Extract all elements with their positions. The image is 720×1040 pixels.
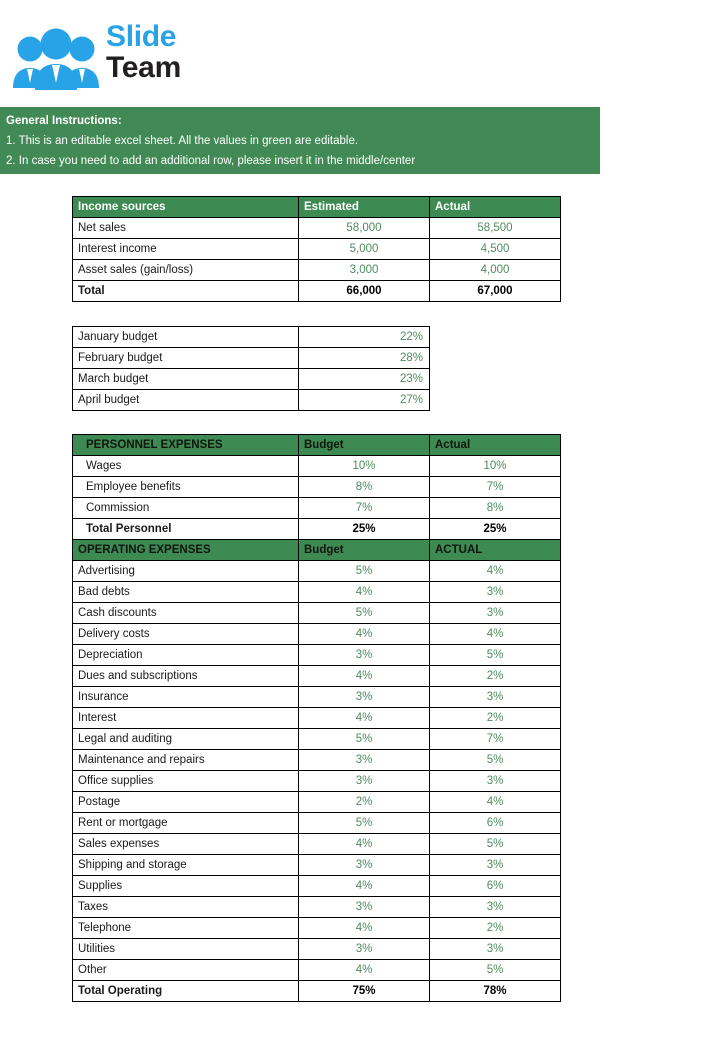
- table-row: [73, 792, 561, 813]
- table-row: [73, 519, 561, 540]
- personnel_section-header-0: PERSONNEL EXPENSES: [73, 435, 299, 456]
- income-sources-table: [72, 196, 561, 302]
- operating_section-row-budget[interactable]: 4%: [299, 834, 430, 855]
- table-row: [73, 960, 561, 981]
- operating_section-row-actual[interactable]: 2%: [430, 708, 561, 729]
- table-row: [73, 456, 561, 477]
- table-row: [73, 327, 430, 348]
- instructions-line-2: 2. In case you need to add an additional row, please insert it in the middle/center: [6, 155, 416, 167]
- operating_section-row-label: Shipping and storage: [73, 855, 299, 876]
- operating_section-row-actual[interactable]: 3%: [430, 939, 561, 960]
- operating_section-row-budget[interactable]: 4%: [299, 624, 430, 645]
- table-row: [73, 603, 561, 624]
- operating_section-row-budget: 75%: [299, 981, 430, 1002]
- table-row: [73, 369, 430, 390]
- income-header-0: Income sources: [73, 197, 299, 218]
- operating_section-row-budget[interactable]: 3%: [299, 687, 430, 708]
- operating_section-row-label: Legal and auditing: [73, 729, 299, 750]
- operating_section-row-budget[interactable]: 3%: [299, 939, 430, 960]
- personnel_section-row-label: Commission: [73, 498, 299, 519]
- operating_section-row-budget[interactable]: 4%: [299, 708, 430, 729]
- operating_section-row-budget[interactable]: 4%: [299, 918, 430, 939]
- operating_section-row-budget[interactable]: 3%: [299, 771, 430, 792]
- table-row: [73, 813, 561, 834]
- operating_section-header-1: Budget: [299, 540, 430, 561]
- operating_section-row-actual[interactable]: 4%: [430, 561, 561, 582]
- table-header-row: [73, 197, 561, 218]
- operating_section-row-actual[interactable]: 4%: [430, 624, 561, 645]
- operating_section-row-budget[interactable]: 5%: [299, 729, 430, 750]
- table-row: [73, 855, 561, 876]
- table-row: [73, 348, 430, 369]
- operating_section-row-label: Cash discounts: [73, 603, 299, 624]
- income-row-actual[interactable]: 58,500: [430, 218, 561, 239]
- operating_section-row-label: Delivery costs: [73, 624, 299, 645]
- operating_section-row-budget[interactable]: 3%: [299, 645, 430, 666]
- monthly-row-label: January budget: [73, 327, 299, 348]
- personnel_section-row-budget: 25%: [299, 519, 430, 540]
- personnel_section-header-1: Budget: [299, 435, 430, 456]
- personnel_section-row-actual[interactable]: 10%: [430, 456, 561, 477]
- operating_section-row-label: Total Operating: [73, 981, 299, 1002]
- expenses-table: [72, 434, 561, 1002]
- operating_section-row-actual[interactable]: 3%: [430, 687, 561, 708]
- operating_section-header-2: ACTUAL: [430, 540, 561, 561]
- monthly-row-value[interactable]: 22%: [299, 327, 430, 348]
- operating_section-row-label: Depreciation: [73, 645, 299, 666]
- income-row-actual[interactable]: 4,000: [430, 260, 561, 281]
- income-row-label: Asset sales (gain/loss): [73, 260, 299, 281]
- monthly-row-label: March budget: [73, 369, 299, 390]
- operating_section-row-label: Advertising: [73, 561, 299, 582]
- operating_section-row-actual[interactable]: 6%: [430, 813, 561, 834]
- operating_section-row-label: Taxes: [73, 897, 299, 918]
- section-header-row: [73, 540, 561, 561]
- personnel_section-header-2: Actual: [430, 435, 561, 456]
- operating_section-row-actual[interactable]: 2%: [430, 918, 561, 939]
- operating_section-row-actual[interactable]: 4%: [430, 792, 561, 813]
- table-row: [73, 729, 561, 750]
- operating_section-row-actual[interactable]: 3%: [430, 582, 561, 603]
- income-row-estimated[interactable]: 3,000: [299, 260, 430, 281]
- operating_section-row-budget[interactable]: 4%: [299, 666, 430, 687]
- personnel_section-row-label: Total Personnel: [73, 519, 299, 540]
- operating_section-row-label: Postage: [73, 792, 299, 813]
- operating_section-row-actual[interactable]: 5%: [430, 645, 561, 666]
- operating_section-row-actual[interactable]: 7%: [430, 729, 561, 750]
- monthly-row-label: February budget: [73, 348, 299, 369]
- table-row: [73, 390, 430, 411]
- operating_section-row-label: Telephone: [73, 918, 299, 939]
- income-header-1: Estimated: [299, 197, 430, 218]
- operating_section-row-actual[interactable]: 5%: [430, 960, 561, 981]
- personnel_section-row-label: Employee benefits: [73, 477, 299, 498]
- operating_section-row-label: Supplies: [73, 876, 299, 897]
- operating_section-row-actual[interactable]: 5%: [430, 750, 561, 771]
- table-row: [73, 624, 561, 645]
- personnel_section-row-budget[interactable]: 8%: [299, 477, 430, 498]
- operating_section-row-actual[interactable]: 3%: [430, 771, 561, 792]
- operating_section-row-label: Office supplies: [73, 771, 299, 792]
- monthly-row-label: April budget: [73, 390, 299, 411]
- logo-text-team: Team: [106, 50, 181, 84]
- operating_section-row-budget[interactable]: 4%: [299, 876, 430, 897]
- table-row: [73, 666, 561, 687]
- income-row-estimated: 66,000: [299, 281, 430, 302]
- operating_section-row-label: Bad debts: [73, 582, 299, 603]
- income-row-estimated[interactable]: 58,000: [299, 218, 430, 239]
- operating_section-row-label: Interest: [73, 708, 299, 729]
- operating_section-row-budget[interactable]: 4%: [299, 960, 430, 981]
- table-row: [73, 771, 561, 792]
- table-row: [73, 260, 561, 281]
- personnel_section-row-label: Wages: [73, 456, 299, 477]
- operating_section-row-actual[interactable]: 2%: [430, 666, 561, 687]
- operating_section-row-label: Insurance: [73, 687, 299, 708]
- personnel_section-row-actual[interactable]: 8%: [430, 498, 561, 519]
- operating_section-row-actual[interactable]: 5%: [430, 834, 561, 855]
- monthly-row-value[interactable]: 28%: [299, 348, 430, 369]
- operating_section-row-budget[interactable]: 4%: [299, 582, 430, 603]
- operating_section-row-budget[interactable]: 5%: [299, 561, 430, 582]
- section-header-row: [73, 435, 561, 456]
- table-row: [73, 939, 561, 960]
- personnel_section-row-budget[interactable]: 10%: [299, 456, 430, 477]
- brand-logo: [8, 22, 308, 94]
- operating_section-row-actual[interactable]: 6%: [430, 876, 561, 897]
- operating_section-row-budget[interactable]: 5%: [299, 813, 430, 834]
- monthly-budget-table: [72, 326, 430, 411]
- instructions-line-1: 1. This is an editable excel sheet. All the values in green are editable.: [6, 135, 359, 147]
- personnel_section-row-actual: 25%: [430, 519, 561, 540]
- monthly-row-value[interactable]: 27%: [299, 390, 430, 411]
- table-row: [73, 750, 561, 771]
- personnel_section-row-actual[interactable]: 7%: [430, 477, 561, 498]
- income-header-2: Actual: [430, 197, 561, 218]
- operating_section-row-actual[interactable]: 3%: [430, 855, 561, 876]
- income-row-label: Net sales: [73, 218, 299, 239]
- table-row: [73, 708, 561, 729]
- operating_section-row-actual[interactable]: 3%: [430, 603, 561, 624]
- table-row: [73, 687, 561, 708]
- operating_section-row-label: Utilities: [73, 939, 299, 960]
- operating_section-row-budget[interactable]: 3%: [299, 750, 430, 771]
- operating_section-row-actual[interactable]: 3%: [430, 897, 561, 918]
- table-row: [73, 645, 561, 666]
- table-row: [73, 498, 561, 519]
- operating_section-row-label: Sales expenses: [73, 834, 299, 855]
- table-row: [73, 918, 561, 939]
- table-row: [73, 561, 561, 582]
- table-row: [73, 281, 561, 302]
- monthly-row-value[interactable]: 23%: [299, 369, 430, 390]
- personnel_section-row-budget[interactable]: 7%: [299, 498, 430, 519]
- income-row-actual[interactable]: 4,500: [430, 239, 561, 260]
- table-row: [73, 897, 561, 918]
- operating_section-row-actual: 78%: [430, 981, 561, 1002]
- income-row-actual: 67,000: [430, 281, 561, 302]
- operating_section-row-label: Other: [73, 960, 299, 981]
- operating_section-row-label: Dues and subscriptions: [73, 666, 299, 687]
- table-row: [73, 834, 561, 855]
- table-row: [73, 876, 561, 897]
- table-row: [73, 477, 561, 498]
- operating_section-row-label: Rent or mortgage: [73, 813, 299, 834]
- operating_section-row-budget[interactable]: 3%: [299, 897, 430, 918]
- table-row: [73, 239, 561, 260]
- income-row-estimated[interactable]: 5,000: [299, 239, 430, 260]
- table-row: [73, 981, 561, 1002]
- operating_section-header-0: OPERATING EXPENSES: [73, 540, 299, 561]
- operating_section-row-budget[interactable]: 2%: [299, 792, 430, 813]
- table-row: [73, 582, 561, 603]
- logo-text-slide: Slide: [106, 20, 177, 53]
- instructions-title: General Instructions:: [6, 115, 122, 127]
- operating_section-row-budget[interactable]: 3%: [299, 855, 430, 876]
- operating_section-row-label: Maintenance and repairs: [73, 750, 299, 771]
- three-people-icon: [10, 26, 102, 90]
- table-row: [73, 218, 561, 239]
- income-row-label: Interest income: [73, 239, 299, 260]
- operating_section-row-budget[interactable]: 5%: [299, 603, 430, 624]
- general-instructions-banner: [0, 107, 600, 174]
- income-row-label: Total: [73, 281, 299, 302]
